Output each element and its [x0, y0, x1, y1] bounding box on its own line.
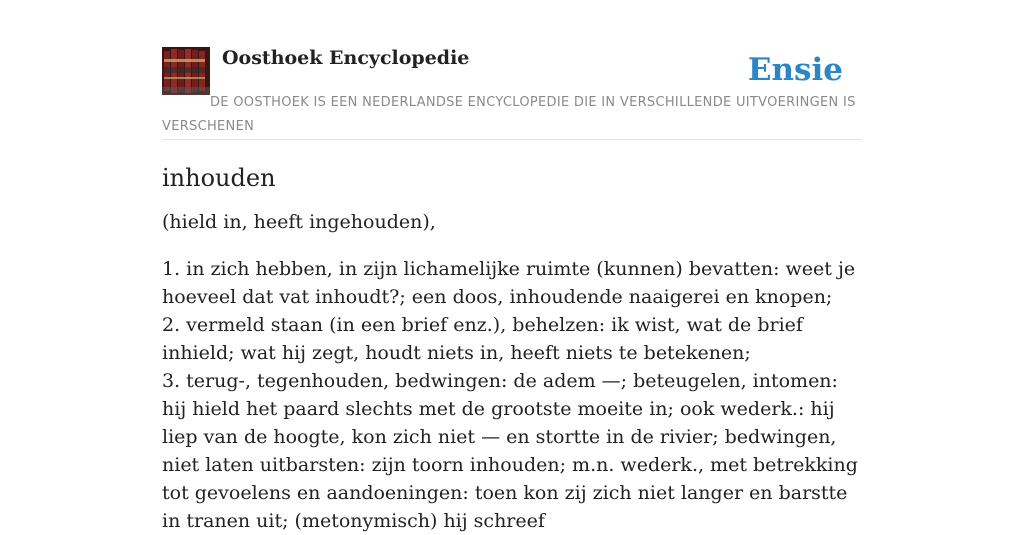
source-avatar[interactable] [162, 47, 210, 95]
definition-sense: 2. vermeld staan (in een brief enz.), behelzen: ik wist, wat de brief inhield; wat hij zegt, houdt niets in, heeft niets te betekenen; [162, 314, 803, 364]
entry-content [162, 160, 868, 535]
header [162, 46, 862, 140]
brand-logo-link[interactable]: Ensie [747, 52, 843, 88]
entry-term: inhouden [162, 164, 276, 192]
encyclopedia-books-icon [162, 47, 210, 95]
definition-sense: 3. terug-, tegenhouden, bedwingen: de adem —; beteugelen, intomen: hij hield het paard slechts met de grootste moeite in; ook wederk.: hij liep van de hoogte, kon zich niet — en stortte in de rivier; bedwingen, niet laten uitbarsten: zijn toorn inhouden; m.n. wederk., met betrekking tot gevoelens en aandoeningen: toen kon zij zich niet langer en barstte in tranen uit; (metonymisch) hij schreef [162, 370, 858, 532]
source-tagline: DE OOSTHOEK IS EEN NEDERLANDSE ENCYCLOPEDIE DIE IN VERSCHILLENDE UITVOERINGEN IS VERSCHENEN [162, 95, 856, 134]
source-title[interactable]: Oosthoek Encyclopedie [222, 47, 470, 69]
entry-definition [162, 255, 868, 535]
entry-grammar: (hield in, heeft ingehouden), [162, 211, 436, 233]
definition-sense: 1. in zich hebben, in zijn lichamelijke ruimte (kunnen) bevatten: weet je hoeveel dat vat inhoudt?; een doos, inhoudende naaigerei en knopen; [162, 258, 856, 308]
